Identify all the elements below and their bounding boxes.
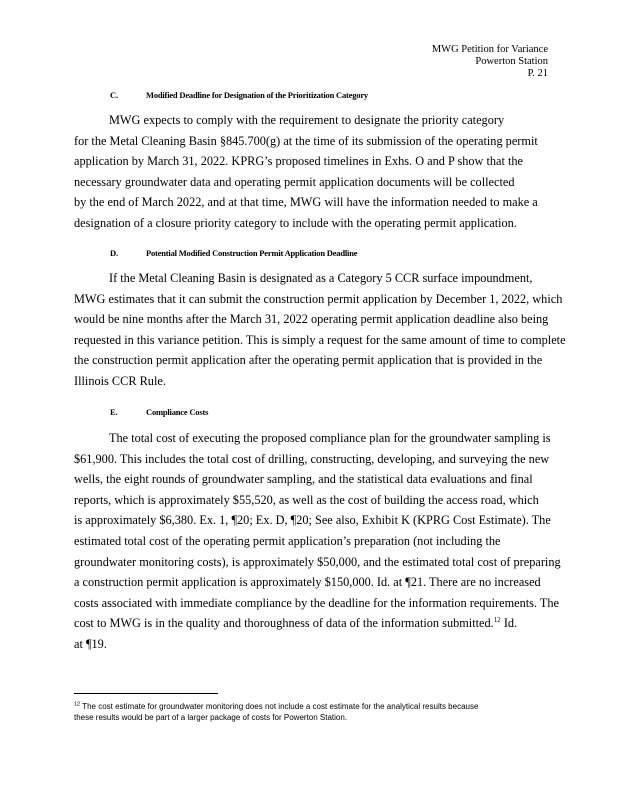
- header-station: Powerton Station: [475, 56, 548, 67]
- paragraph-line: at ¶19.: [74, 636, 107, 651]
- section-d-letter: D.: [110, 248, 118, 258]
- footnote-text: The cost estimate for groundwater monitoring does not include a cost estimate for the analytical results because: [82, 702, 479, 711]
- paragraph-line: If the Metal Cleaning Basin is designated as a Category 5 CCR surface impoundment,: [109, 271, 533, 285]
- section-d-title: Potential Modified Construction Permit Application Deadline: [146, 248, 358, 258]
- section-d-paragraph: [74, 268, 616, 392]
- section-c-letter: C.: [110, 90, 118, 100]
- paragraph-line: application by March 31, 2022. KPRG’s proposed timelines in Exhs. O and P show that the: [74, 154, 524, 169]
- paragraph-line-text: cost to MWG is in the quality and thoroughness of data of the information submitted.: [74, 616, 494, 631]
- paragraph-line: requested in this variance petition. This is simply a request for the same amount of time to complete: [74, 332, 566, 347]
- section-d-heading: [110, 248, 357, 258]
- footnote-number: 12: [74, 701, 81, 708]
- footnote-line-2: these results would be part of a larger package of costs for Powerton Station.: [74, 712, 348, 722]
- citation-id: Id.: [503, 616, 518, 631]
- paragraph-line: groundwater monitoring costs), is approximately $50,000, and the estimated total cost of preparing: [74, 554, 561, 569]
- paragraph-line: necessary groundwater data and operating permit application documents will be collected: [74, 174, 515, 189]
- section-e-title: Compliance Costs: [146, 407, 209, 417]
- paragraph-line: MWG estimates that it can submit the construction permit application by December 1, 2022, which: [74, 291, 563, 306]
- header-title: MWG Petition for Variance: [431, 44, 548, 55]
- paragraph-line: for the Metal Cleaning Basin §845.700(g) at the time of its submission of the operating permit: [74, 133, 538, 148]
- section-e-paragraph: [74, 428, 616, 655]
- paragraph-line: reports, which is approximately $55,520, as well as the cost of building the access road, which: [74, 492, 539, 507]
- footnote-reference[interactable]: 12: [493, 616, 501, 625]
- section-c-paragraph: [74, 110, 616, 234]
- paragraph-line: The total cost of executing the proposed compliance plan for the groundwater sampling is: [109, 431, 551, 445]
- section-e-letter: E.: [110, 407, 118, 417]
- section-c-heading: [110, 90, 368, 100]
- paragraph-line: by the end of March 2022, and at that time, MWG will have the information needed to make a: [74, 195, 538, 210]
- paragraph-line: $61,900. This includes the total cost of drilling, constructing, developing, and surveying the new: [74, 451, 550, 466]
- page-header: [432, 44, 548, 80]
- footnote-divider: [74, 693, 218, 694]
- paragraph-line: costs associated with immediate compliance by the deadline for the information requirements. The: [74, 595, 560, 610]
- paragraph-line: the construction permit application after the operating permit application that is provided in the: [74, 353, 543, 368]
- footnote: [74, 702, 478, 723]
- paragraph-line: MWG expects to comply with the requirement to designate the priority category: [109, 113, 505, 127]
- header-page-number: P. 21: [527, 68, 548, 79]
- paragraph-line: estimated total cost of the operating permit application’s preparation (not including the: [74, 533, 501, 548]
- paragraph-line: would be nine months after the March 31, 2022 operating permit application deadline also being: [74, 312, 549, 327]
- paragraph-line: designation of a closure priority category to include with the operating permit application.: [74, 215, 517, 230]
- section-e-heading: [110, 407, 208, 417]
- section-c-title: Modified Deadline for Designation of the Prioritization Category: [146, 90, 368, 100]
- footnote-line: [74, 702, 478, 713]
- paragraph-line: a construction permit application is approximately $150,000. Id. at ¶21. There are no increased: [74, 575, 541, 590]
- paragraph-line: is approximately $6,380. Ex. 1, ¶20; Ex. D, ¶20; See also, Exhibit K (KPRG Cost Estimate). The: [74, 513, 551, 528]
- paragraph-line: wells, the eight rounds of groundwater sampling, and the statistical data evaluations and final: [74, 472, 533, 487]
- paragraph-line: Illinois CCR Rule.: [74, 373, 166, 388]
- paragraph-line: [74, 613, 616, 634]
